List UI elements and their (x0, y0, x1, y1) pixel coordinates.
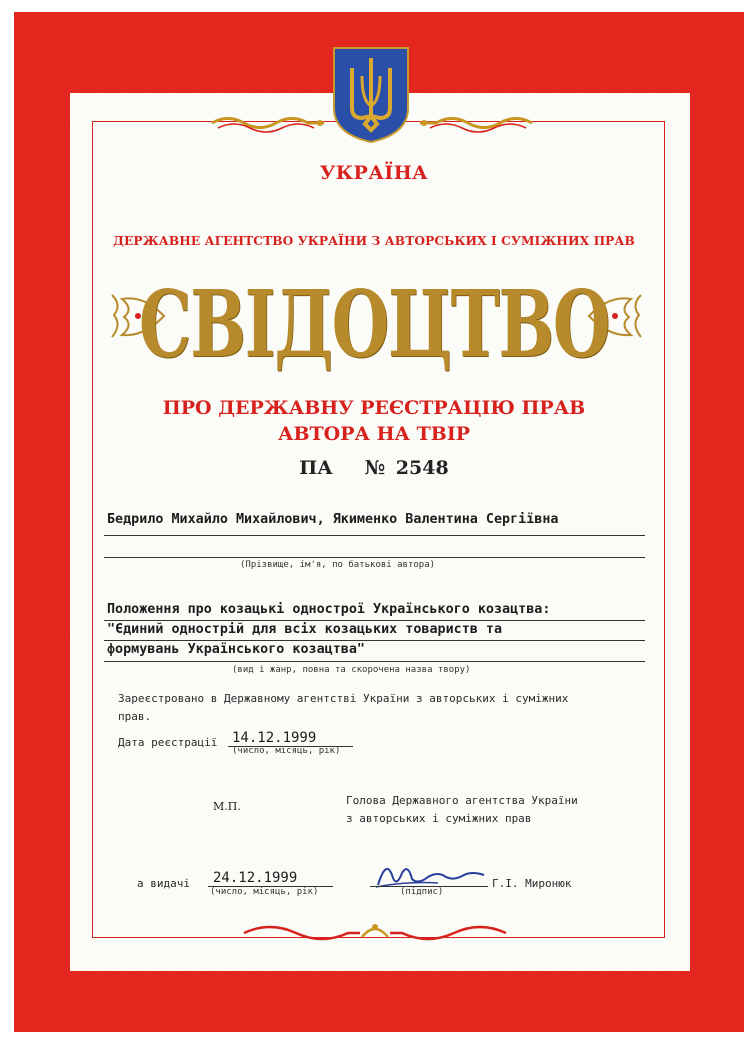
work-underline-3 (104, 661, 645, 662)
issue-date-caption: (число, місяць, рік) (210, 887, 319, 897)
authors-underline (104, 535, 645, 536)
registered-statement: Зареєстровано в Державному агентстві України з авторських і суміжних прав. (118, 692, 569, 723)
work-underline-1 (104, 620, 645, 621)
issue-date: 24.12.1999 (213, 870, 298, 886)
registration-date-label: Дата реєстрації (118, 736, 218, 749)
registration-date-caption: (число, місяць, рік) (232, 746, 341, 756)
signer-name: Г.І. Миронюк (492, 877, 572, 890)
subtitle-line-2: АВТОРА НА ТВІР (277, 423, 470, 445)
authors-caption: (Прізвище, ім'я, по батькові автора) (240, 560, 436, 570)
authors-field: Бедрило Михайло Михайлович, Якименко Валентина Сергіївна (107, 512, 559, 527)
registration-date: 14.12.1999 (232, 730, 317, 746)
bottom-ornament-icon (240, 917, 510, 947)
country-heading: УКРАЇНА (319, 162, 429, 184)
subtitle-line-1: ПРО ДЕРЖАВНУ РЕЄСТРАЦІЮ ПРАВ (162, 397, 586, 419)
certificate-title: СВІДОЦТВО (138, 270, 610, 378)
agency-name: ДЕРЖАВНЕ АГЕНТСТВО УКРАЇНИ З АВТОРСЬКИХ І СУМІЖНИХ ПРАВ (113, 234, 635, 248)
signature-caption: (підпис) (400, 887, 444, 897)
seal-label: М.П. (213, 800, 241, 813)
left-ornament-icon (208, 112, 326, 134)
work-underline-2 (104, 640, 645, 641)
right-ornament-icon (418, 112, 536, 134)
authors-underline-2 (104, 557, 645, 558)
certificate-number: ПА № 2548 (299, 457, 449, 479)
ukraine-coat-of-arms-icon (332, 46, 410, 144)
issue-date-label: а видачі (137, 877, 190, 890)
work-caption: (вид і жанр, повна та скорочена назва твору) (232, 665, 471, 675)
work-title-field: Положення про козацькі однострої Українського козацтва: "Єдиний однострій для всіх козацьких товариств та формувань Українського козацтва" (107, 602, 551, 657)
head-of-agency-title: Голова Державного агентства України з авторських і суміжних прав (346, 794, 578, 825)
